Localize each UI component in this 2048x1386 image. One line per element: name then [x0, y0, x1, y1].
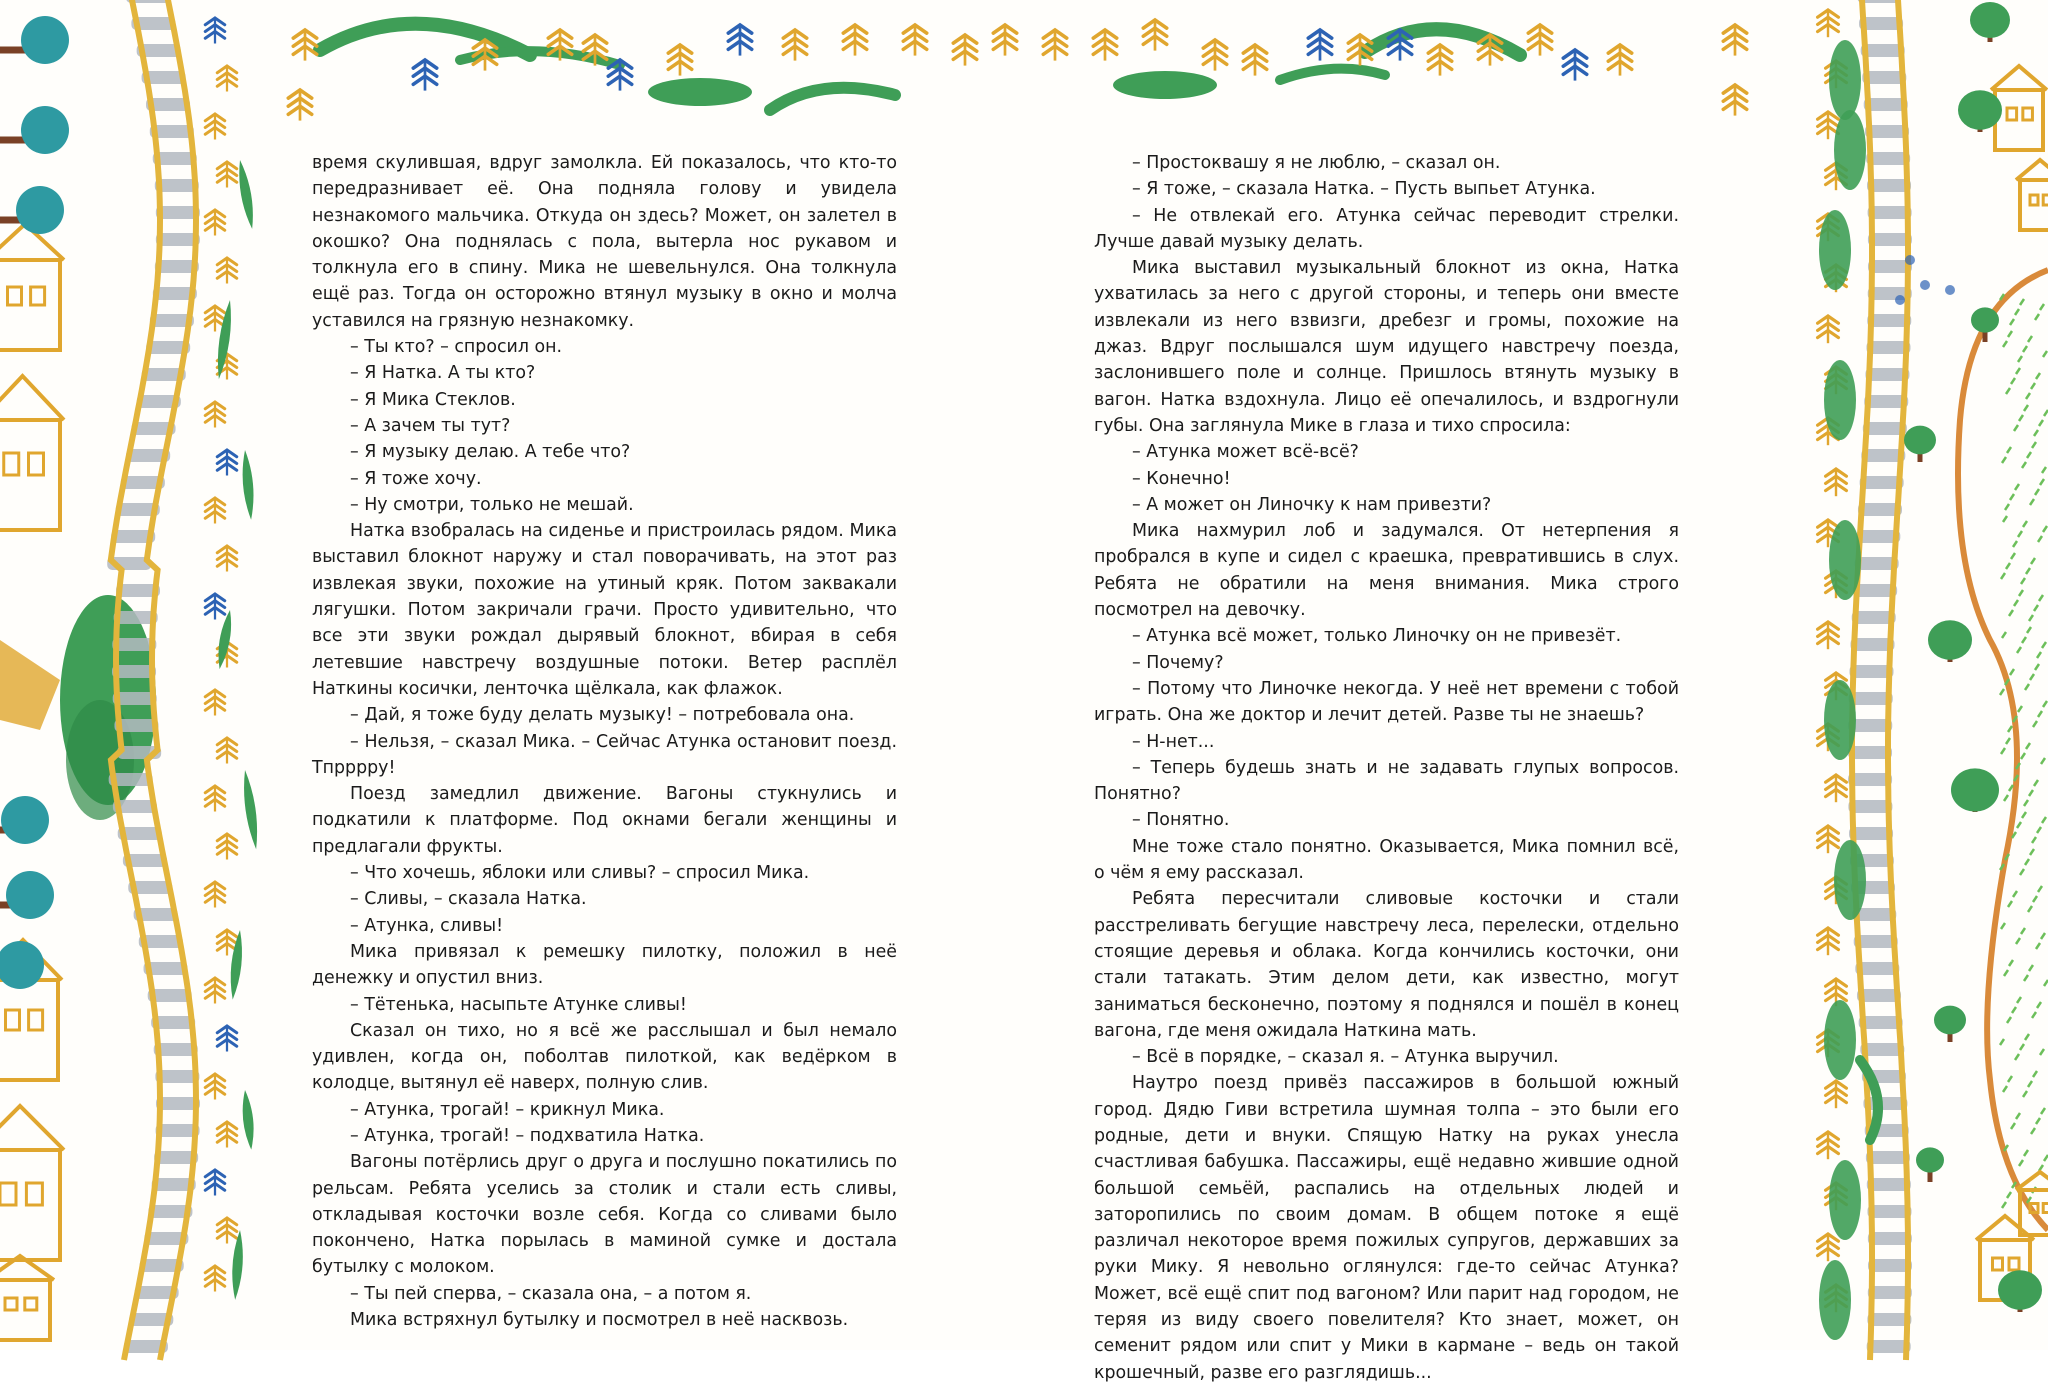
- grass-icon: [2008, 901, 2012, 907]
- grass-icon: [2004, 795, 2008, 801]
- house-roof: [1991, 66, 2047, 90]
- bush-icon: [1113, 71, 1217, 99]
- grass-icon: [2003, 341, 2007, 347]
- grass-icon: [2016, 1113, 2020, 1119]
- drop-icon: [1920, 280, 1930, 290]
- grass-icon: [2032, 1012, 2036, 1018]
- grass-icon: [2021, 753, 2025, 759]
- arrow-tree-icon: [1203, 40, 1226, 71]
- tree-icon: [1971, 307, 1999, 332]
- house-window: [25, 1298, 37, 1310]
- tree-icon: [1928, 620, 1972, 660]
- arrow-tree-icon: [1348, 35, 1371, 66]
- grass-icon: [2006, 738, 2010, 744]
- house-window: [1993, 1258, 2003, 1270]
- house-icon: [1995, 90, 2043, 150]
- grass-icon: [2029, 615, 2033, 621]
- grass-icon: [2012, 1007, 2016, 1013]
- paragraph: – Я музыку делаю. А тебе что?: [350, 442, 631, 463]
- grass-icon: [2033, 896, 2037, 902]
- arrow-tree-icon: [1093, 30, 1116, 61]
- house-window: [26, 1183, 42, 1205]
- grass-icon: [2030, 499, 2034, 505]
- grass-icon: [2002, 1202, 2006, 1208]
- grass-icon: [2013, 891, 2017, 897]
- arrow-tree-icon: [205, 1170, 225, 1196]
- hill-icon: [1365, 29, 1520, 55]
- grass-icon: [2008, 1076, 2012, 1082]
- grass-icon: [2044, 410, 2048, 416]
- leaf-icon: [240, 1089, 256, 1150]
- grass-icon: [2010, 319, 2014, 325]
- house-window: [2043, 195, 2048, 205]
- grass-icon: [2008, 331, 2012, 337]
- drop-icon: [1895, 295, 1905, 305]
- top-illustration: [275, 0, 1800, 130]
- tree-trunk: [0, 640, 60, 730]
- tree-icon: [1998, 1270, 2042, 1310]
- grass-icon: [2030, 674, 2034, 680]
- grass-icon: [2029, 790, 2033, 796]
- bush-icon: [1834, 110, 1866, 190]
- grass-icon: [2019, 1160, 2023, 1166]
- paragraph: – Дай, я тоже буду делать музыку! – потребовала она.: [350, 705, 855, 726]
- arrow-tree-icon: [205, 210, 225, 236]
- arrow-tree-icon: [288, 90, 311, 121]
- leaf-icon: [235, 159, 257, 230]
- tree-icon: [1951, 768, 1999, 811]
- arrow-tree-icon: [1563, 50, 1586, 81]
- grass-icon: [2036, 373, 2040, 379]
- arrow-tree-icon: [1608, 45, 1631, 76]
- grass-icon: [2007, 1017, 2011, 1023]
- house-roof: [2016, 160, 2048, 180]
- grass-icon: [2005, 504, 2009, 510]
- grass-icon: [2020, 299, 2024, 305]
- arrow-tree-icon: [217, 738, 237, 764]
- bush-icon: [1824, 680, 1856, 760]
- grass-icon: [2042, 817, 2046, 823]
- grass-icon: [2024, 405, 2028, 411]
- grass-icon: [2028, 336, 2032, 342]
- paragraph: – Сливы, – сказала Натка.: [350, 889, 587, 910]
- paragraph: – Потому что Линочке некогда. У неё нет времени с тобой играть. Она же доктор и лечит детей. Разве ты не знаешь?: [1094, 678, 1679, 726]
- paragraph: – Ну смотри, только не мешай.: [350, 494, 634, 515]
- grass-icon: [2026, 743, 2030, 749]
- grass-icon: [2040, 1049, 2044, 1055]
- grass-icon: [2034, 605, 2038, 611]
- arrow-tree-icon: [205, 1074, 225, 1100]
- arrow-tree-icon: [217, 450, 237, 476]
- grass-icon: [2026, 568, 2030, 574]
- paragraph: – Я тоже, – сказала Натка. – Пусть выпьет Атунка.: [1132, 179, 1596, 200]
- grass-icon: [2019, 590, 2023, 596]
- grass-icon: [2017, 647, 2021, 653]
- grass-icon: [2003, 1086, 2007, 1092]
- grass-icon: [2029, 965, 2033, 971]
- arrow-tree-icon: [205, 498, 225, 524]
- grass-icon: [2032, 442, 2036, 448]
- house-window: [5, 1298, 17, 1310]
- paragraph: время скулившая, вдруг замолкла. Ей показалось, что кто-то передразнивает её. Она подняла голову и увидела незнакомого мальчика. Откуда он здесь? Может, он залетел в окошко? Она поднялась с пола, вытерла нос рукавом и толкнула его в спину. Мика не шевельнулся. Она толкнула ещё раз. Тогда он осторожно втянул музыку в окно и молча уставился на грязную незнакомку.: [312, 153, 897, 331]
- grass-icon: [2021, 928, 2025, 934]
- bush-icon: [1819, 210, 1851, 290]
- grass-icon: [2024, 800, 2028, 806]
- paragraph: – А зачем ты тут?: [350, 415, 511, 436]
- house-window: [2023, 108, 2033, 120]
- grass-icon: [2043, 351, 2047, 357]
- grass-icon: [2040, 304, 2044, 310]
- paragraph: – Ты пей сперва, – сказала она, – а потом я.: [350, 1283, 752, 1304]
- paragraph: Мика привязал к ремешку пилотку, положил в неё денежку и опустил вниз.: [312, 941, 897, 989]
- paragraph: Мика нахмурил лоб и задумался. От нетерпения я пробрался в купе и сидел с краешка, превратившись в слух. Ребята не обратили на меня внимания. Мика строго посмотрел на девочку.: [1094, 521, 1679, 621]
- grass-icon: [2041, 758, 2045, 764]
- grass-icon: [2028, 1081, 2032, 1087]
- paragraph: – Ты кто? – спросил он.: [350, 337, 563, 358]
- arrow-tree-icon: [217, 546, 237, 572]
- grass-icon: [2017, 822, 2021, 828]
- grass-icon: [2022, 637, 2026, 643]
- grass-icon: [2000, 1039, 2004, 1045]
- grass-icon: [2039, 595, 2043, 601]
- tree-icon: [6, 871, 54, 919]
- arrow-tree-icon: [205, 786, 225, 812]
- paragraph: – Атунка может всё-всё?: [1132, 442, 1359, 463]
- grass-icon: [2006, 388, 2010, 394]
- arrow-tree-icon: [1308, 30, 1331, 61]
- grass-icon: [2024, 1150, 2028, 1156]
- bush-icon: [1829, 40, 1861, 120]
- arrow-tree-icon: [473, 40, 496, 71]
- grass-icon: [2009, 785, 2013, 791]
- grass-icon: [2021, 578, 2025, 584]
- grass-icon: [2018, 356, 2022, 362]
- arrow-tree-icon: [668, 45, 691, 76]
- grass-icon: [2027, 452, 2031, 458]
- bush-icon: [1819, 1260, 1851, 1340]
- grass-icon: [2023, 521, 2027, 527]
- grass-icon: [2041, 1108, 2045, 1114]
- arrow-tree-icon: [217, 162, 237, 188]
- grass-icon: [2006, 563, 2010, 569]
- grass-icon: [2011, 1123, 2015, 1129]
- grass-icon: [2023, 346, 2027, 352]
- tree-icon: [1970, 2, 2010, 38]
- arrow-tree-icon: [217, 1122, 237, 1148]
- grass-icon: [2020, 869, 2024, 875]
- tree-icon: [1, 796, 49, 844]
- arrow-tree-icon: [608, 60, 631, 91]
- grass-icon: [2018, 531, 2022, 537]
- grass-icon: [2034, 780, 2038, 786]
- grass-icon: [2037, 1002, 2041, 1008]
- arrow-tree-icon: [217, 1026, 237, 1052]
- grass-icon: [2038, 536, 2042, 542]
- grass-icon: [2015, 484, 2019, 490]
- grass-icon: [2000, 689, 2004, 695]
- grass-icon: [2042, 467, 2046, 473]
- bush-icon: [648, 78, 752, 106]
- grass-icon: [2011, 378, 2015, 384]
- house-roof: [2016, 1172, 2048, 1190]
- leaf-icon: [240, 769, 261, 850]
- paragraph: – Конечно!: [1132, 468, 1231, 489]
- paragraph: – А может он Линочку к нам привезти?: [1132, 494, 1492, 515]
- grass-icon: [2035, 314, 2039, 320]
- arrow-tree-icon: [1243, 45, 1266, 76]
- grass-icon: [2034, 430, 2038, 436]
- leaf-icon: [230, 1230, 245, 1301]
- grass-icon: [2009, 610, 2013, 616]
- grass-icon: [2018, 706, 2022, 712]
- grass-icon: [2033, 1071, 2037, 1077]
- grass-icon: [2041, 933, 2045, 939]
- arrow-tree-icon: [1818, 928, 1839, 955]
- right-text-column: [1094, 150, 1679, 1386]
- grass-icon: [2031, 558, 2035, 564]
- arrow-tree-icon: [1826, 1081, 1847, 1108]
- grass-icon: [2025, 1034, 2029, 1040]
- grass-icon: [2036, 1118, 2040, 1124]
- arrow-tree-icon: [843, 25, 866, 56]
- grass-icon: [2038, 886, 2042, 892]
- arrow-tree-icon: [1043, 30, 1066, 61]
- paragraph: – Я Мика Стеклов.: [350, 389, 516, 410]
- house-roof: [0, 1106, 64, 1150]
- grass-icon: [2023, 1091, 2027, 1097]
- arrow-tree-icon: [903, 25, 926, 56]
- grass-icon: [2031, 383, 2035, 389]
- arrow-tree-icon: [1723, 25, 1746, 56]
- grass-icon: [2027, 627, 2031, 633]
- bush-icon: [1829, 520, 1861, 600]
- arrow-tree-icon: [217, 258, 237, 284]
- arrow-tree-icon: [205, 690, 225, 716]
- grass-icon: [2013, 541, 2017, 547]
- arrow-tree-icon: [953, 35, 976, 66]
- house-window: [31, 287, 45, 305]
- grass-icon: [2003, 516, 2007, 522]
- arrow-tree-icon: [1818, 622, 1839, 649]
- grass-icon: [2019, 415, 2023, 421]
- grass-icon: [2043, 701, 2047, 707]
- grass-icon: [2033, 721, 2037, 727]
- paragraph: Мика выставил музыкальный блокнот из окна, Натка ухватилась за него с другой стороны, и теперь они вместе извлекали из него взвизги, дребезг и громы, похожие на джаз. Вдруг послышался шум идущего навстречу поезда, заслонившего поле и солнце. Пришлось втянуть музыку в вагон. Натка вздохнула. Лицо её опечалилось, и вздрогнули губы. Она заглянула Мике в глаза и тихо спросила:: [1094, 258, 1679, 436]
- arrow-tree-icon: [413, 60, 436, 91]
- grass-icon: [2001, 923, 2005, 929]
- arrow-tree-icon: [205, 18, 225, 44]
- grass-icon: [2026, 393, 2030, 399]
- grass-icon: [2024, 975, 2028, 981]
- grass-icon: [2044, 980, 2048, 986]
- paragraph: Сказал он тихо, но я всё же расслышал и был немало удивлен, когда он, поболтав пилоткой, как ведёрком в колодце, вытянул её наверх, полную слив.: [312, 1020, 897, 1094]
- drop-icon: [1945, 285, 1955, 295]
- paragraph: – Почему?: [1132, 652, 1224, 673]
- grass-icon: [2009, 960, 2013, 966]
- grass-icon: [2028, 906, 2032, 912]
- arrow-tree-icon: [1818, 826, 1839, 853]
- paragraph: – Тётенька, насыпьте Атунке сливы!: [350, 994, 687, 1015]
- tree-icon: [21, 106, 69, 154]
- paragraph: Наутро поезд привёз пассажиров в большой южный город. Дядю Гиви встретила шумная толпа – это были его родные, дети и внуки. Спящую Натку на руках унесла счастливая бабушка. Пассажиры, ещё недавно жившие одной большой семьёй, распались на отдельных людей и заторопились по своим домам. В общем потоке я ещё различал некоторое время пожилых супругов, державших за руки Мику. Я невольно оглянулся: где-то сейчас Атунка? Может, всё ещё спит под вагоном? Или парит над городом, не теряя из виду своего повелителя? Кто знает, может, он семенит рядом или спит у Мики в кармане – ведь он такой крошечный, разве его разглядишь...: [1094, 1073, 1679, 1383]
- house-roof: [0, 376, 64, 420]
- arrow-tree-icon: [1826, 775, 1847, 802]
- grass-icon: [2017, 997, 2021, 1003]
- paragraph: – Н-нет...: [1132, 731, 1215, 752]
- grass-icon: [2010, 669, 2014, 675]
- hill-icon: [1280, 69, 1385, 80]
- paragraph: Мика встряхнул бутылку и посмотрел в неё насквозь.: [350, 1310, 849, 1331]
- arrow-tree-icon: [205, 882, 225, 908]
- bush-icon: [1824, 1000, 1856, 1080]
- arrow-tree-icon: [205, 402, 225, 428]
- bush-icon: [1829, 1160, 1861, 1240]
- house-window: [2009, 1258, 2019, 1270]
- arrow-tree-icon: [293, 30, 316, 61]
- arrow-tree-icon: [783, 30, 806, 61]
- paragraph: Мне тоже стало понятно. Оказывается, Мика помнил всё, о чём я ему рассказал.: [1094, 836, 1679, 884]
- grass-icon: [2036, 943, 2040, 949]
- drop-icon: [1905, 255, 1915, 265]
- grass-icon: [2035, 664, 2039, 670]
- paragraph: – Я Натка. А ты кто?: [350, 363, 536, 384]
- grass-icon: [2025, 859, 2029, 865]
- arrow-tree-icon: [1388, 30, 1411, 61]
- tree-icon: [1958, 90, 2002, 130]
- grass-icon: [2043, 526, 2047, 532]
- paragraph: – Атунка, трогай! – крикнул Мика.: [350, 1099, 665, 1120]
- house-window: [2030, 1204, 2038, 1213]
- arrow-tree-icon: [1826, 469, 1847, 496]
- arrow-tree-icon: [1478, 35, 1501, 66]
- arrow-tree-icon: [205, 1266, 225, 1292]
- leaf-icon: [240, 450, 256, 521]
- grass-icon: [2032, 837, 2036, 843]
- house-window: [8, 287, 22, 305]
- tree-icon: [16, 186, 64, 234]
- house-window: [4, 453, 19, 475]
- arrow-tree-icon: [1428, 45, 1451, 76]
- paragraph: – Что хочешь, яблоки или сливы? – спросил Мика.: [350, 863, 810, 884]
- arrow-tree-icon: [217, 1218, 237, 1244]
- tree-icon: [1904, 426, 1936, 455]
- tree-icon: [21, 16, 69, 64]
- grass-icon: [2007, 1192, 2011, 1198]
- arrow-tree-icon: [217, 66, 237, 92]
- grass-icon: [2037, 652, 2041, 658]
- grass-icon: [2022, 462, 2026, 468]
- grass-icon: [2014, 425, 2018, 431]
- paragraph: Вагоны потёрлись друг о друга и послушно покатились по рельсам. Ребята уселись за столик и стали есть сливы, откладывая косточки возле себя. Когда со сливами было покончено, Натка порылась в маминой сумке и достала бутылку с молоком.: [312, 1152, 897, 1278]
- paragraph: – Атунка, трогай! – подхватила Натка.: [350, 1125, 705, 1146]
- house-window: [2030, 195, 2038, 205]
- house-window: [2043, 1204, 2048, 1213]
- right-illustration: [1800, 0, 2048, 1350]
- grass-icon: [2004, 970, 2008, 976]
- grass-icon: [2001, 748, 2005, 754]
- grass-icon: [2002, 457, 2006, 463]
- grass-icon: [2007, 447, 2011, 453]
- grass-icon: [2040, 479, 2044, 485]
- arrow-tree-icon: [205, 978, 225, 1004]
- arrow-tree-icon: [1818, 1132, 1839, 1159]
- paragraph: – Я тоже хочу.: [350, 468, 482, 489]
- arrow-tree-icon: [1528, 25, 1551, 56]
- paragraph: Ребята пересчитали сливовые косточки и стали расстреливать бегущие навстречу леса, перелески, отдельно стоящие деревья и облака. Когда кончились косточки, они стали татакать. Этим делом дети, как известно, могут заниматься бесконечно, поэтому я поднялся и пошёл в конец вагона, где меня ожидала Наткина мать.: [1094, 889, 1679, 1041]
- arrow-tree-icon: [1818, 10, 1839, 37]
- grass-icon: [2030, 849, 2034, 855]
- paragraph: Натка взобралась на сиденье и пристроилась рядом. Мика выставил блокнот наружу и стал поворачивать, на этот раз извлекая звуки, похожие на утиный кряк. Потом заквакали лягушки. Потом закричали грачи. Просто удивительно, что все эти звуки рождал дырявый блокнот, вбирая в себя летевшие навстречу воздушные потоки. Ветер расплёл Наткины косички, ленточка щёлкала, как флажок.: [312, 521, 897, 699]
- paragraph: – Понятно.: [1132, 810, 1230, 831]
- paragraph: Поезд замедлил движение. Вагоны стукнулись и подкатили к платформе. Под окнами бегали женщины и предлагали фрукты.: [312, 784, 897, 857]
- tree-icon: [1916, 1147, 1944, 1172]
- arrow-tree-icon: [217, 834, 237, 860]
- paragraph: – Теперь будешь знать и не задавать глупых вопросов. Понятно?: [1094, 757, 1679, 805]
- grass-icon: [2022, 812, 2026, 818]
- grass-icon: [2038, 711, 2042, 717]
- house-window: [29, 1010, 43, 1030]
- house-window: [6, 1010, 20, 1030]
- grass-icon: [2037, 827, 2041, 833]
- grass-icon: [2001, 573, 2005, 579]
- grass-icon: [2039, 420, 2043, 426]
- grass-icon: [2015, 1054, 2019, 1060]
- arrow-tree-icon: [205, 594, 225, 620]
- grass-icon: [2014, 600, 2018, 606]
- grass-icon: [2010, 494, 2014, 500]
- grass-icon: [2002, 632, 2006, 638]
- house-window: [0, 1183, 16, 1205]
- grass-icon: [2016, 368, 2020, 374]
- grass-icon: [2042, 642, 2046, 648]
- hill-icon: [770, 88, 895, 110]
- arrow-tree-icon: [205, 114, 225, 140]
- rail-track: [1852, 0, 1872, 1360]
- paragraph: – Нельзя, – сказал Мика. – Сейчас Атунка остановит поезд. Тпрррру!: [312, 731, 897, 778]
- paragraph: – Не отвлекай его. Атунка сейчас переводит стрелки. Лучше давай музыку делать.: [1094, 205, 1679, 252]
- grass-icon: [2031, 1128, 2035, 1134]
- grass-icon: [2008, 726, 2012, 732]
- paragraph: – Простоквашу я не люблю, – сказал он.: [1132, 153, 1501, 173]
- arrow-tree-icon: [1143, 20, 1166, 51]
- left-illustration: [0, 0, 275, 1350]
- house-window: [2007, 108, 2017, 120]
- arrow-tree-icon: [728, 25, 751, 56]
- arrow-tree-icon: [1818, 1234, 1839, 1261]
- grass-icon: [2035, 489, 2039, 495]
- grass-icon: [2044, 1155, 2048, 1161]
- tree-icon: [1934, 1006, 1966, 1035]
- paragraph: – Всё в порядке, – сказал я. – Атунка выручил.: [1132, 1047, 1559, 1068]
- arrow-tree-icon: [993, 25, 1016, 56]
- grass-icon: [2011, 553, 2015, 559]
- paragraph: – Атунка, сливы!: [350, 915, 504, 936]
- bush-icon: [1834, 840, 1866, 920]
- paragraph: – Атунка всё может, только Линочку он не привезёт.: [1132, 626, 1622, 647]
- grass-icon: [2020, 1044, 2024, 1050]
- bush-icon: [1824, 360, 1856, 440]
- left-text-column: [312, 150, 897, 1333]
- grass-icon: [2016, 938, 2020, 944]
- arrow-tree-icon: [1723, 85, 1746, 116]
- arrow-tree-icon: [1818, 316, 1839, 343]
- house-window: [29, 453, 44, 475]
- grass-icon: [2025, 684, 2029, 690]
- grass-icon: [2015, 309, 2019, 315]
